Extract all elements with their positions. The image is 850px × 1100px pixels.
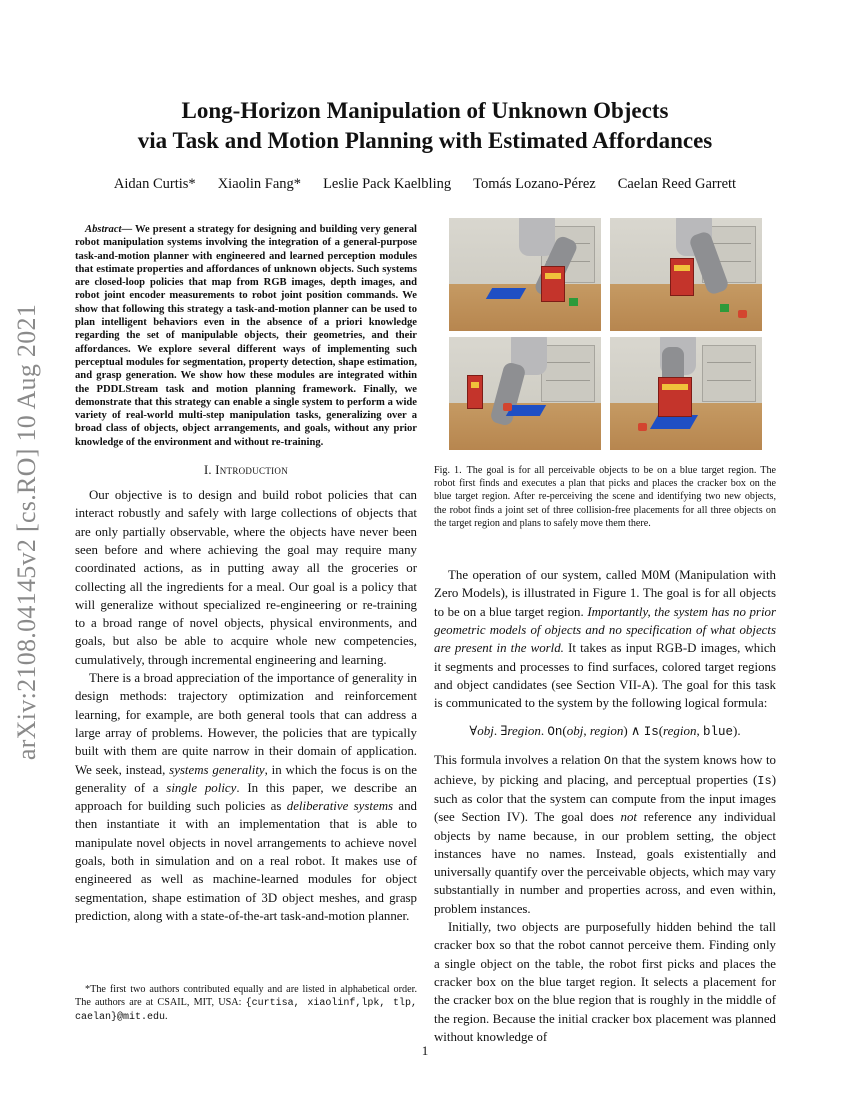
- left-column: [75, 223, 417, 925]
- author: Leslie Pack Kaelbling: [323, 176, 452, 192]
- footnote-end: .: [165, 1011, 168, 1022]
- emphasis: systems generality: [169, 762, 265, 777]
- formula-variable: region: [507, 723, 541, 739]
- figure-photo-final: [610, 337, 762, 450]
- right-paragraph-3: Initially, two objects are purposefully hidden behind the tall cracker box so that the robot cannot perceive them. Finding only a single object on the table, the robot first picks and places the cracker box on the blue target region. It selects a placement for the cracker box on the blue region that is roughly in the middle of the region. Because the initial cracker box placement was planned without knowledge of: [434, 920, 776, 1044]
- title-line-2: via Task and Motion Planning with Estimated Affordances: [137, 128, 713, 153]
- relation-name: On: [603, 754, 619, 769]
- text-run: . In this paper, we describe an approach for building such policies as: [75, 780, 418, 814]
- abstract: [75, 223, 417, 449]
- goal-formula: ∀obj. ∃region. On(obj, region) ∧ Is(region, blue).: [469, 723, 741, 740]
- arxiv-identifier: arXiv:2108.04145v2 [cs.RO] 10 Aug 2021: [12, 303, 42, 761]
- formula-variable: region: [589, 723, 624, 739]
- text-run: The operation of our system, called M0M (Manipulation with Zero Models), is illustrated in Figure 1. The goal is for all objects to be on a blue target region.: [434, 568, 776, 619]
- formula-symbol: ∀: [469, 723, 478, 739]
- paper-title: [60, 96, 790, 156]
- emphasis: Importantly, the system has no prior geometric models of objects and no specification of what objects are present in the world.: [434, 604, 776, 656]
- text-run: There is a broad appreciation of the importance of generality in design methods: trajectory optimization and reinforcement learning, for example, are both general tools that can address a large array of problems. However, the policies that are typically built with them are quite narrow in their domain of application. We seek, instead,: [75, 671, 417, 777]
- emphasis: single policy: [166, 780, 237, 795]
- page-number: 1: [421, 1043, 429, 1058]
- emphasis: deliberative systems: [286, 799, 394, 814]
- footnote-text: *The first two authors contributed equally and are listed in alphabetical order. The authors are at CSAIL, MIT, USA:: [75, 984, 417, 1008]
- emphasis: not: [620, 810, 637, 825]
- formula-symbol: ,: [583, 723, 590, 739]
- formula-variable: obj: [566, 723, 584, 739]
- right-paragraph-2: [434, 751, 776, 918]
- figure-1-caption: [434, 464, 776, 530]
- formula-symbol: . ∃: [493, 723, 508, 739]
- footnote: [75, 983, 417, 1024]
- author-list: [60, 176, 790, 193]
- text-run: , in which the focus is on the generality of a: [75, 762, 418, 795]
- text-run: reference any individual objects by name because, in our problem setting, the object instances have no names. Instead, goals existentially and universally quantify over the perceivable objects, which may vary substantially in number and properties across, and even within, problem instances.: [434, 810, 776, 916]
- arxiv-identifier-stamp: [2, 292, 52, 772]
- formula-variable: obj: [477, 723, 494, 739]
- formula-symbol: ): [623, 723, 628, 739]
- right-paragraph-1: [434, 566, 776, 712]
- figure-photo-grasp: [610, 218, 762, 331]
- figure-photo-initial: [449, 218, 601, 331]
- formula-constant: blue: [703, 725, 734, 740]
- text-run: ) such as color that the system can compute from the input images (see Section IV). The goal does: [434, 772, 776, 825]
- text-run: It takes as input RGB-D images, which it segments and processes to find surfaces, colored target regions and object candidates (see Section VII-A). The goal for this task is communicated to the system by the following logical formula:: [434, 641, 776, 711]
- figure-photo-placed: [449, 337, 601, 450]
- relation-name: Is: [757, 773, 772, 788]
- author: Aidan Curtis*: [113, 176, 196, 192]
- title-line-1: Long-Horizon Manipulation of Unknown Objects: [181, 98, 669, 123]
- abstract-dash: —: [121, 224, 135, 235]
- figure-label: Fig. 1.: [434, 465, 462, 476]
- figure-1-photo-grid: [449, 218, 776, 450]
- text-run: and then instantiate it with an implementation that is able to manipulate novel objects in novel arrangements to achieve novel goals, both in simulation and on a real robot. It makes use of engineered as well as machine-learned modules for object segmentation, shape estimation of 3D object meshes, and grasp prediction, along with a state-of-the-art task-and-motion planner.: [75, 799, 417, 923]
- text-run: that the system knows how to achieve, by picking and placing, and perceptual properties (: [434, 753, 776, 787]
- abstract-label: Abstract: [85, 224, 122, 235]
- formula-relation: Is: [643, 725, 659, 740]
- right-column: [434, 218, 776, 1046]
- author: Caelan Reed Garrett: [617, 176, 737, 192]
- abstract-text: We present a strategy for designing and building very general robot manipulation systems involving the integration of a general-purpose task-and-motion planner with engineered and learned perception modules that estimate properties and affordances of unknown objects. Such systems are closed-loop policies that map from RGB images, depth images, and robot joint encoder measurements to robot joint position commands. We show that following this strategy a task-and-motion planner can be used to plan intelligent behaviors even in the absence of a priori knowledge regarding the set of manipulable objects, their geometries, and their affordances. We explore several different ways of implementing such perceptual modules for segmentation, property detection, shape estimation, and grasp generation. We show how these modules are integrated within the PDDLStream task and motion planning framework. Finally, we demonstrate that this strategy can enable a single system to perform a wide variety of real-world multi-step manipulation tasks, generalizing over a broad class of objects, object arrangements, and goals, without any prior knowledge of the environment and without re-training.: [75, 224, 417, 448]
- formula-symbol: ∧: [627, 723, 644, 739]
- figure-caption-text: The goal is for all perceivable objects to be on a blue target region. The robot first finds and executes a plan that picks and places the cracker box on the blue target region. After re-perceiving the scene and identifying two new objects, the robot finds a joint set of three collision-free placements for all three objects on the target region and plans to safely move them there.: [434, 465, 776, 529]
- intro-paragraph-1: Our objective is to design and build robot policies that can interact robustly and safely with large collections of objects that are only partially observable, where the objects have never been seen before and where achieving the goal may require many coordinated actions, as in putting away all the groceries or collecting all the ingredients for a meal. Our goal is a policy that will generalize without specialized re-engineering or re-training to a broad range of novel objects, physical environments, and goals, but also be able to acquire whole new competencies, cumulatively, through incremental engineering and learning.: [75, 488, 417, 667]
- formula-symbol: (: [562, 723, 567, 739]
- footnote-emails: {curtisa, xiaolinf,lpk, tlp, caelan}@mit.edu: [75, 998, 418, 1023]
- text-run: This formula involves a relation: [434, 753, 604, 768]
- formula-relation: On: [547, 725, 563, 740]
- author: Tomás Lozano-Pérez: [473, 176, 596, 192]
- intro-paragraph-2: [75, 669, 417, 925]
- section-heading-introduction: I. Introduction: [203, 463, 289, 478]
- formula-symbol: .: [540, 723, 548, 739]
- author: Xiaolin Fang*: [217, 176, 302, 192]
